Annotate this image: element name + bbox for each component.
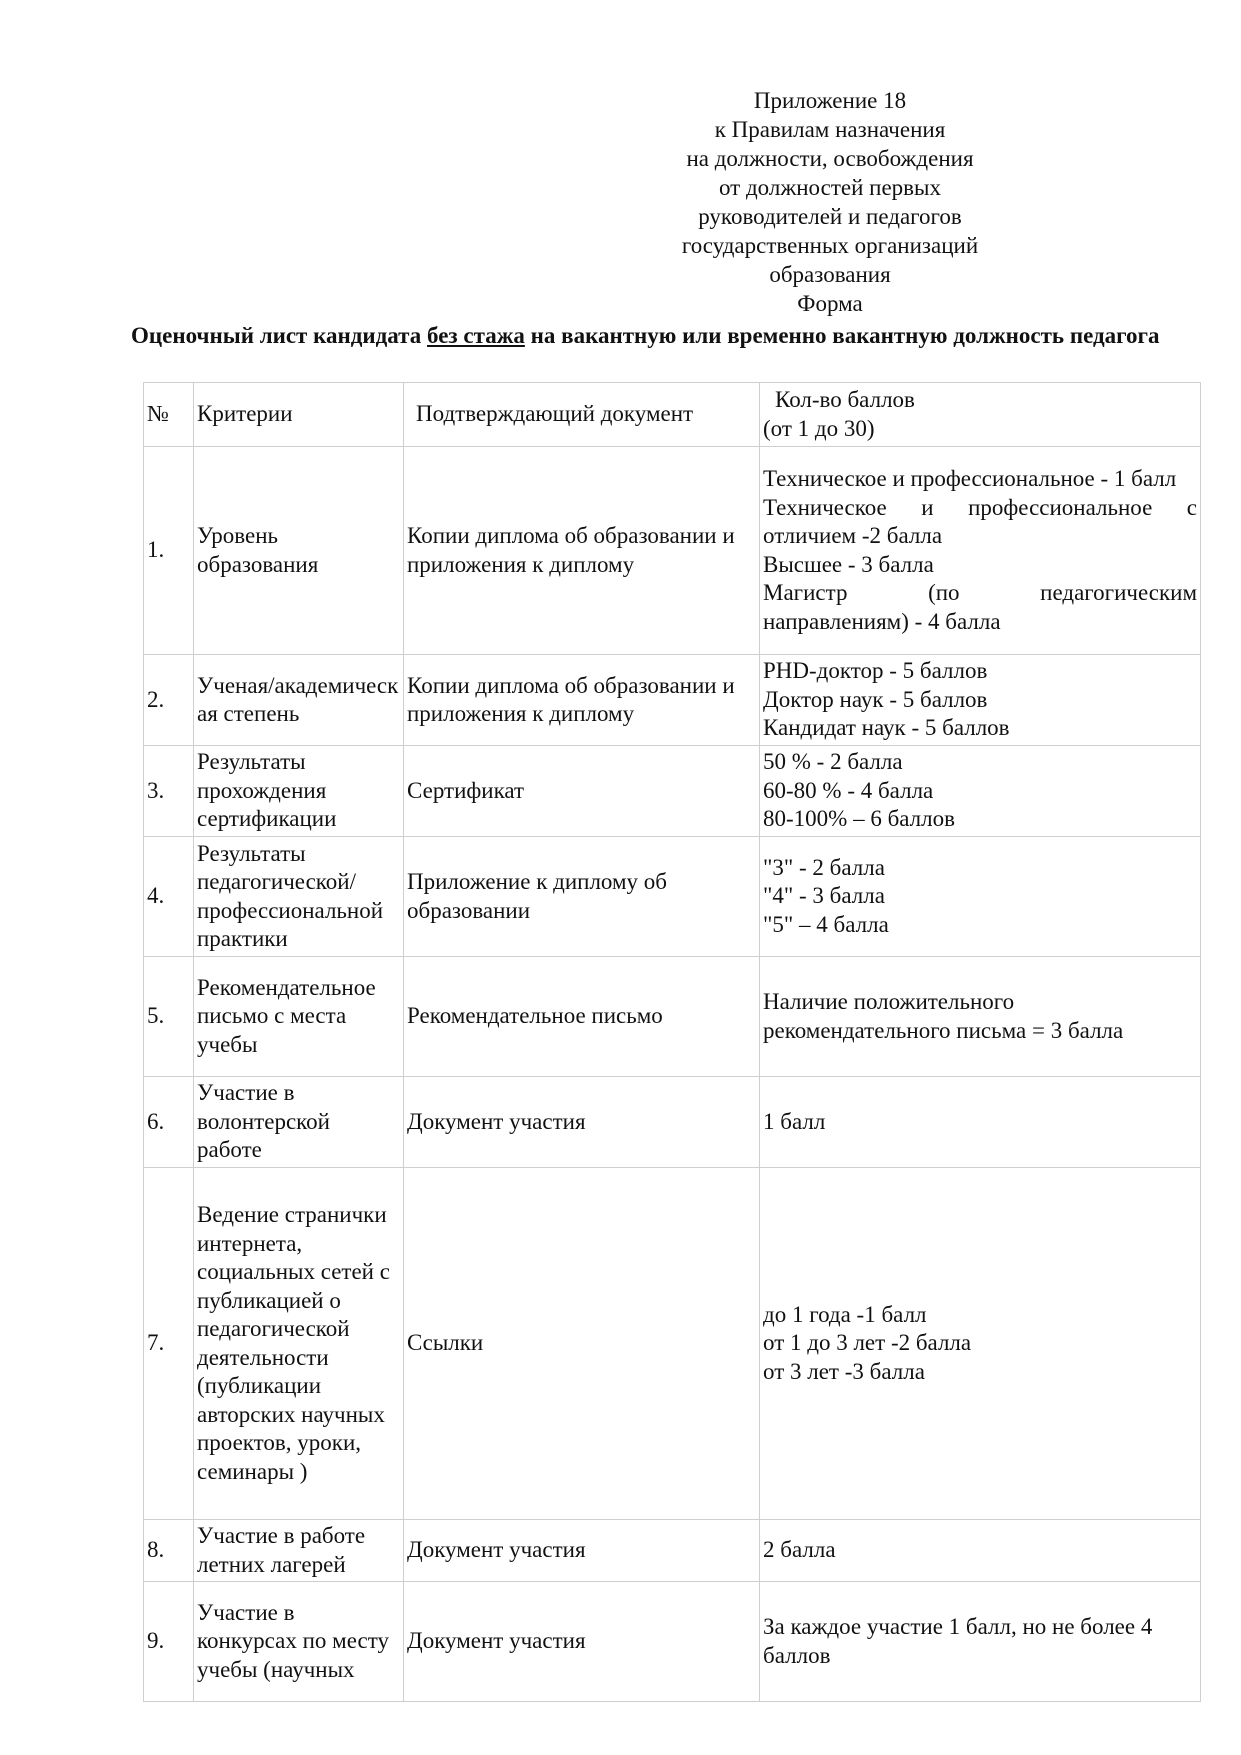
appendix-line: руководителей и педагогов xyxy=(698,204,962,229)
table-row xyxy=(144,1077,1201,1168)
row-document: Сертификат xyxy=(404,746,760,837)
row-points: За каждое участие 1 балл, но не более 4 баллов xyxy=(760,1582,1201,1702)
row-criteria: Результаты педагогической/ профессиональной практики xyxy=(194,837,404,957)
table-row xyxy=(144,837,1201,957)
row-num: 4. xyxy=(144,837,194,957)
row-points xyxy=(760,655,1201,746)
title-part: Оценочный лист кандидата xyxy=(131,323,428,348)
row-num: 7. xyxy=(144,1168,194,1520)
row-document: Документ участия xyxy=(404,1077,760,1168)
row-document: Копии диплома об образовании и приложения к диплому xyxy=(404,655,760,746)
points-line: Техническое и профессиональное с отличием -2 балла xyxy=(763,494,1197,548)
points-line: до 1 года -1 балл xyxy=(763,1301,927,1327)
row-criteria: Ученая/академическая степень xyxy=(194,655,404,746)
header-num: № xyxy=(144,383,194,447)
points-line: "5" – 4 балла xyxy=(763,911,889,937)
appendix-line: Приложение 18 xyxy=(753,88,907,113)
table-row xyxy=(144,746,1201,837)
points-line: от 3 лет -3 балла xyxy=(763,1358,925,1384)
table-header-row xyxy=(144,383,1201,447)
row-points xyxy=(760,837,1201,957)
table-row xyxy=(144,1582,1201,1702)
appendix-line: государственных организаций xyxy=(681,233,979,258)
row-points xyxy=(760,1168,1201,1520)
form-label: Форма xyxy=(797,291,863,316)
row-document: Ссылки xyxy=(404,1168,760,1520)
table-row xyxy=(144,447,1201,655)
points-line: "4" - 3 балла xyxy=(763,883,885,909)
row-num: 3. xyxy=(144,746,194,837)
criteria-table xyxy=(143,382,1201,1702)
appendix-header xyxy=(640,86,1020,318)
row-criteria: Участие в волонтерской работе xyxy=(194,1077,404,1168)
row-points xyxy=(760,447,1201,655)
header-points-line: Кол-во баллов xyxy=(775,387,915,412)
header-points-line: (от 1 до 30) xyxy=(763,415,875,441)
row-document: Копии диплома об образовании и приложения к диплому xyxy=(404,447,760,655)
appendix-line: к Правилам назначения xyxy=(714,117,946,142)
points-line: 50 % - 2 балла xyxy=(763,749,903,775)
row-points: 2 балла xyxy=(760,1520,1201,1582)
row-criteria: Ведение странички интернета, социальных сетей с публикацией о педагогической деятельности (публикации авторских научных проектов, уроки, семинары ) xyxy=(194,1168,404,1520)
points-line: Техническое и профессиональное - 1 балл xyxy=(763,466,1177,491)
row-criteria: Участие в работе летних лагерей xyxy=(194,1520,404,1582)
title-underlined: без стажа xyxy=(427,323,525,348)
row-document: Рекомендательное письмо xyxy=(404,957,760,1077)
row-num: 1. xyxy=(144,447,194,655)
appendix-line: от должностей первых xyxy=(718,175,941,200)
table-row xyxy=(144,655,1201,746)
points-line: от 1 до 3 лет -2 балла xyxy=(763,1330,972,1356)
table-row xyxy=(144,957,1201,1077)
points-line: PHD-доктор - 5 баллов xyxy=(763,658,988,684)
header-document: Подтверждающий документ xyxy=(404,383,760,447)
appendix-line: образования xyxy=(769,262,891,287)
row-points: 1 балл xyxy=(760,1077,1201,1168)
points-line: Высшее - 3 балла xyxy=(763,551,934,577)
row-num: 5. xyxy=(144,957,194,1077)
row-criteria: Результаты прохождения сертификации xyxy=(194,746,404,837)
document-title xyxy=(131,322,1221,350)
points-line: "3" - 2 балла xyxy=(763,854,885,880)
row-criteria: Рекомендательное письмо с места учебы xyxy=(194,957,404,1077)
title-part: на вакантную или временно вакантную должность педагога xyxy=(524,323,1160,348)
points-line: Доктор наук - 5 баллов xyxy=(763,686,988,712)
table-row xyxy=(144,1520,1201,1582)
appendix-line: на должности, освобождения xyxy=(686,146,974,171)
row-num: 6. xyxy=(144,1077,194,1168)
points-line: Магистр (по педагогическим направлениям) - 4 балла xyxy=(763,580,1197,634)
row-criteria: Участие в конкурсах по месту учебы (научных xyxy=(194,1582,404,1702)
row-document: Документ участия xyxy=(404,1520,760,1582)
row-document: Документ участия xyxy=(404,1582,760,1702)
row-num: 8. xyxy=(144,1520,194,1582)
row-num: 2. xyxy=(144,655,194,746)
row-num: 9. xyxy=(144,1582,194,1702)
points-line: 80-100% – 6 баллов xyxy=(763,806,955,832)
row-criteria: Уровень образования xyxy=(194,447,404,655)
row-document: Приложение к диплому об образовании xyxy=(404,837,760,957)
table-row xyxy=(144,1168,1201,1520)
row-points xyxy=(760,746,1201,837)
points-line: 60-80 % - 4 балла xyxy=(763,777,934,803)
header-points xyxy=(760,383,1201,447)
points-line: Кандидат наук - 5 баллов xyxy=(763,715,1010,741)
header-criteria: Критерии xyxy=(194,383,404,447)
row-points: Наличие положительного рекомендательного письма = 3 балла xyxy=(760,957,1201,1077)
